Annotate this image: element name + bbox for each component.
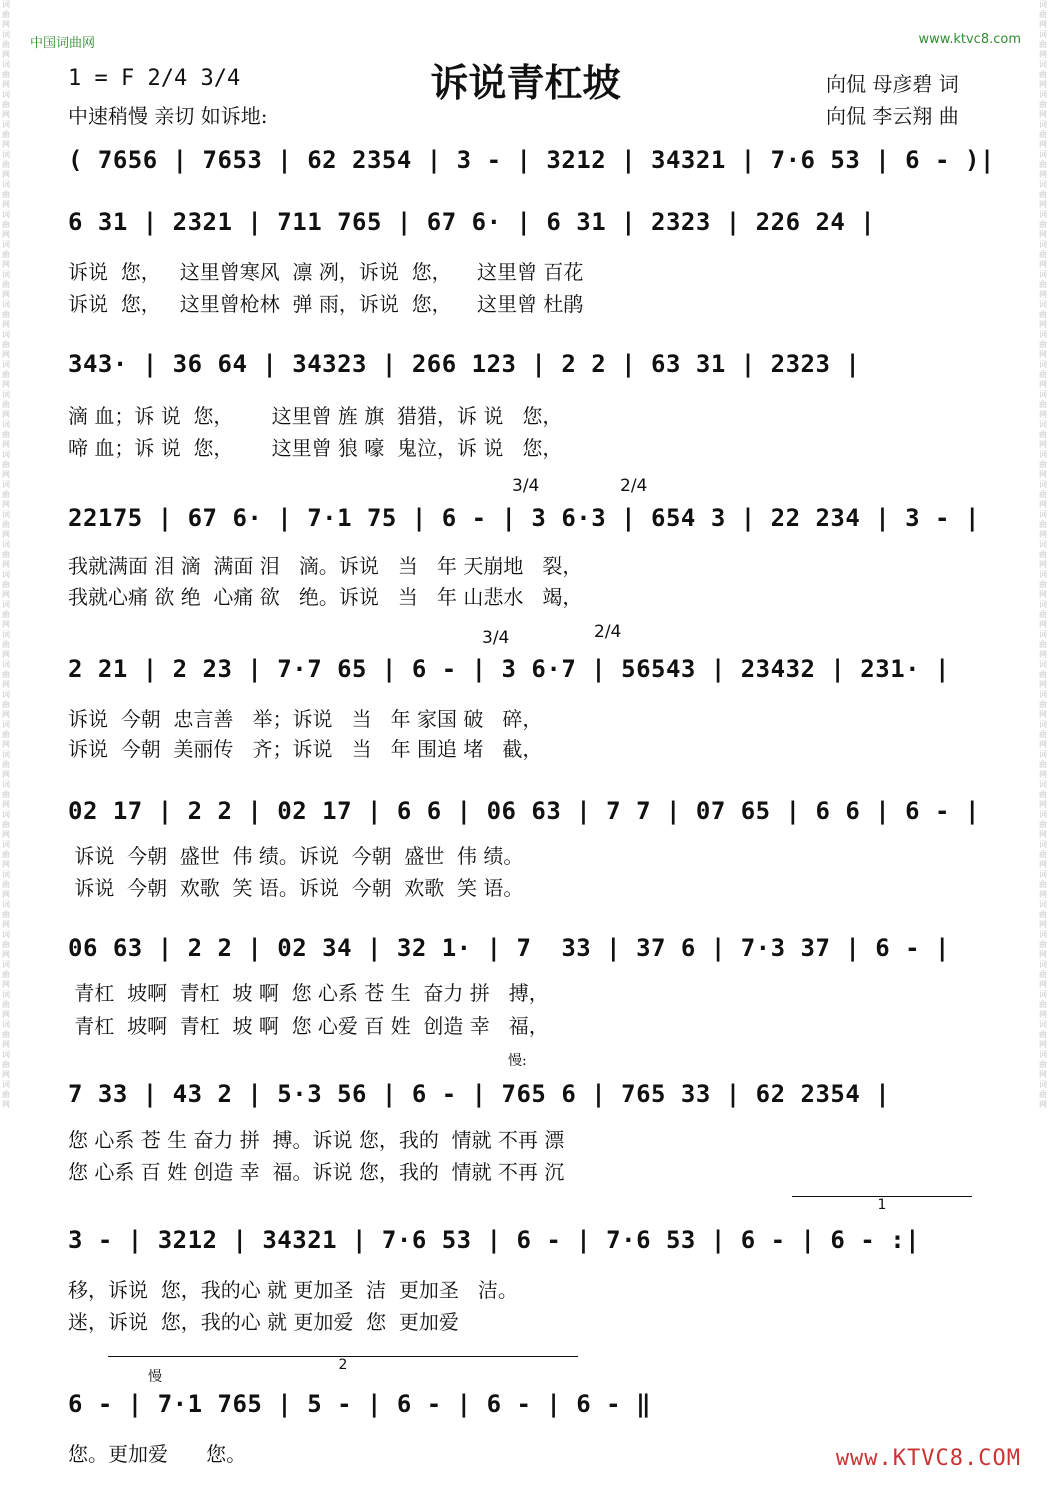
site-name[interactable]: 中国词曲网 xyxy=(30,36,96,51)
lyrics-verse1: 诉说 今朝 盛世 伟 绩。诉说 今朝 盛世 伟 绩。 xyxy=(68,844,524,868)
lyrics-verse2: 诉说 您， 这里曾枪林 弹 雨，诉说 您， 这里曾 杜鹃 xyxy=(68,292,584,316)
lyrics-verse1: 滴 血；诉 说 您， 这里曾 旌 旗 猎猎，诉 说 您， xyxy=(68,404,563,428)
lyrics-verse2: 啼 血；诉 说 您， 这里曾 狼 嚎 鬼泣，诉 说 您， xyxy=(68,436,563,460)
lyricist-credit: 向侃 母彦碧 词 xyxy=(826,72,959,96)
time-signature-3-4: 3/4 xyxy=(482,628,510,648)
notation-row: 2 21 | 2 23 | 7·7 65 | 6 - | 3 6·7 | 56543 | 23432 | 231· | xyxy=(68,655,951,683)
lyrics-verse2: 诉说 今朝 欢歌 笑 语。诉说 今朝 欢歌 笑 语。 xyxy=(68,876,524,900)
notation-row: 6 31 | 2321 | 711 765 | 67 6· | 6 31 | 2323 | 226 24 | xyxy=(68,208,876,236)
lyrics-verse2: 诉说 今朝 美丽传 齐；诉说 当 年 围追 堵 截， xyxy=(68,737,543,761)
notation-row: 3 - | 3212 | 34321 | 7·6 53 | 6 - | 7·6 53 | 6 - | 6 - :| xyxy=(68,1226,921,1254)
side-watermark-right: 词 曲 网 词 曲 网 词 曲 网 词 曲 网 词 曲 网 词 曲 网 词 曲 网 词 曲 网 词 曲 网 词 曲 网 词 曲 网 词 曲 网 词 曲 网 词 曲 网 词 曲 网 词 曲 网 词 曲 网 词 曲 网 词 曲 网 词 曲 网 词 曲 网 词 曲 网 词 曲 网 词 曲 网 词 曲 网 词 曲 网 词 曲 网 词 曲 网 词 曲 网 词 曲 网 词 曲 网 词 曲 网 词 曲 网 词 曲 网 词 曲 网 词 曲 网 词 曲 网 xyxy=(1039,0,1047,1109)
time-signature-2-4: 2/4 xyxy=(620,476,648,496)
lyrics-verse1: 诉说 您， 这里曾寒风 凛 冽，诉说 您， 这里曾 百花 xyxy=(68,260,584,284)
notation-row: 343· | 36 64 | 34323 | 266 123 | 2 2 | 63 31 | 2323 | xyxy=(68,350,861,378)
side-watermark-left: 词 曲 网 词 曲 网 词 曲 网 词 曲 网 词 曲 网 词 曲 网 词 曲 网 词 曲 网 词 曲 网 词 曲 网 词 曲 网 词 曲 网 词 曲 网 词 曲 网 词 曲 网 词 曲 网 词 曲 网 词 曲 网 词 曲 网 词 曲 网 词 曲 网 词 曲 网 词 曲 网 词 曲 网 词 曲 网 词 曲 网 词 曲 网 词 曲 网 词 曲 网 词 曲 网 词 曲 网 词 曲 网 词 曲 网 词 曲 网 词 曲 网 词 曲 网 词 曲 网 xyxy=(2,0,10,1109)
lyrics-verse1: 我就满面 泪 滴 满面 泪 滴。诉说 当 年 天崩地 裂， xyxy=(68,554,583,578)
lyrics-verse1: 移，诉说 您，我的心 就 更加圣 洁 更加圣 洁。 xyxy=(68,1278,518,1302)
watermark-logo: www.KTVC8.COM xyxy=(835,1446,1021,1471)
first-ending-bracket xyxy=(792,1196,972,1213)
time-signature-2-4: 2/4 xyxy=(594,622,622,642)
song-title: 诉说青杠坡 xyxy=(430,60,621,105)
lyrics-verse1: 青杠 坡啊 青杠 坡 啊 您 心系 苍 生 奋力 拼 搏， xyxy=(68,981,549,1005)
lyrics-verse1: 诉说 今朝 忠言善 举；诉说 当 年 家国 破 碎， xyxy=(68,707,543,731)
volta-number: 2 xyxy=(338,1357,348,1373)
composer-credit: 向侃 李云翔 曲 xyxy=(826,104,959,128)
lyrics-verse2: 您 心系 百 姓 创造 幸 福。诉说 您，我的 情就 不再 沉 xyxy=(68,1160,565,1184)
time-signature-3-4: 3/4 xyxy=(512,476,540,496)
lyrics-verse2: 迷，诉说 您，我的心 就 更加爱 您 更加爱 xyxy=(68,1310,459,1334)
notation-row: 6 - | 7·1 765 | 5 - | 6 - | 6 - | 6 - ‖ xyxy=(68,1390,652,1418)
lyrics-verse1: 您。更加爱 您。 xyxy=(68,1442,247,1466)
second-ending-bracket xyxy=(108,1356,578,1373)
site-url[interactable]: www.ktvc8.com xyxy=(918,32,1021,47)
volta-number: 1 xyxy=(877,1197,887,1213)
lyrics-verse1: 您 心系 苍 生 奋力 拼 搏。诉说 您，我的 情就 不再 漂 xyxy=(68,1128,565,1152)
slow-marking: 慢: xyxy=(508,1053,527,1069)
lyrics-verse2: 青杠 坡啊 青杠 坡 啊 您 心爱 百 姓 创造 幸 福， xyxy=(68,1014,549,1038)
notation-row: 06 63 | 2 2 | 02 34 | 32 1· | 7 33 | 37 6 | 7·3 37 | 6 - | xyxy=(68,934,951,962)
slow-marking: 慢 xyxy=(148,1369,162,1385)
notation-row: 02 17 | 2 2 | 02 17 | 6 6 | 06 63 | 7 7 | 07 65 | 6 6 | 6 - | xyxy=(68,797,980,825)
tempo-marking: 中速稍慢 亲切 如诉地: xyxy=(68,104,268,128)
key-signature: 1 = F 2/4 3/4 xyxy=(68,66,241,91)
lyrics-verse2: 我就心痛 欲 绝 心痛 欲 绝。诉说 当 年 山悲水 竭， xyxy=(68,585,583,609)
notation-row: 22175 | 67 6· | 7·1 75 | 6 - | 3 6·3 | 654 3 | 22 234 | 3 - | xyxy=(68,504,980,532)
notation-row: ( 7656 | 7653 | 62 2354 | 3 - | 3212 | 34321 | 7·6 53 | 6 - )| xyxy=(68,146,995,174)
notation-row: 7 33 | 43 2 | 5·3 56 | 6 - | 765 6 | 765 33 | 62 2354 | xyxy=(68,1080,891,1108)
